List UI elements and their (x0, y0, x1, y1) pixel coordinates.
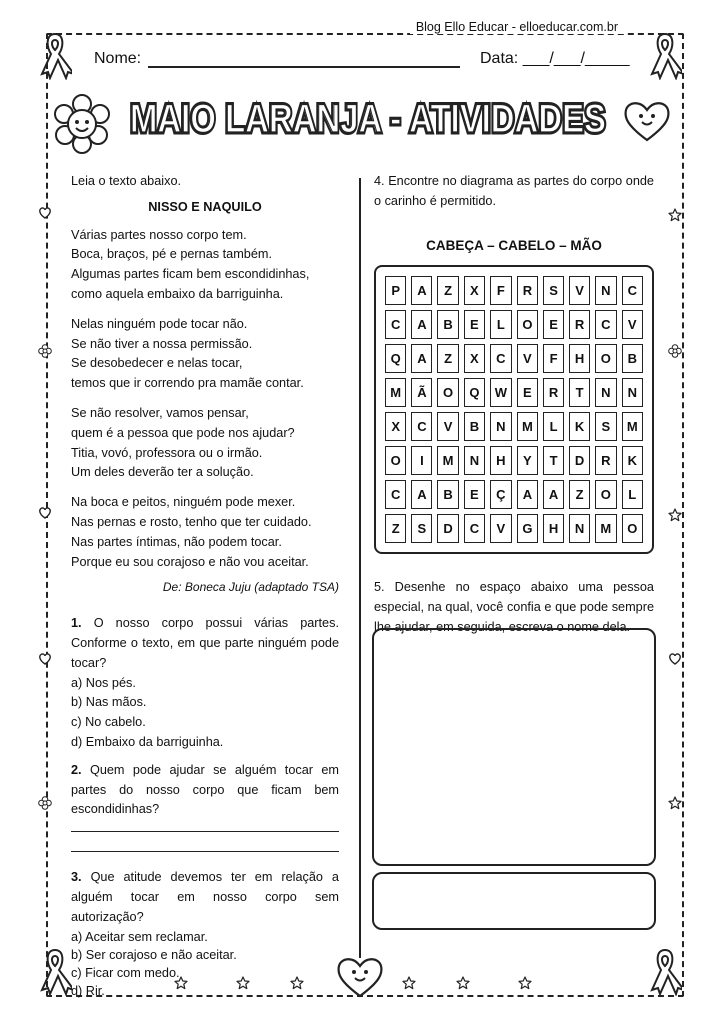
date-field[interactable]: Data: ___/___/_____ (480, 50, 630, 67)
left-column (71, 172, 339, 1000)
grid-cell[interactable]: A (411, 310, 432, 339)
smiling-heart-icon (622, 98, 672, 144)
grid-cell[interactable]: G (517, 514, 538, 543)
grid-cell[interactable]: O (517, 310, 538, 339)
option[interactable]: d) Embaixo da barriguinha. (71, 734, 224, 749)
grid-cell[interactable]: X (464, 344, 485, 373)
awareness-ribbon-icon (648, 944, 682, 996)
poem-line: como aquela embaixo da barriguinha. (71, 286, 284, 301)
question-2 (71, 761, 339, 852)
grid-cell[interactable]: N (622, 378, 643, 407)
awareness-ribbon-icon (38, 944, 72, 996)
poem-line: Boca, braços, pé e pernas também. (71, 247, 272, 262)
option[interactable]: a) Nos pés. (71, 675, 136, 690)
grid-cell[interactable]: X (385, 412, 406, 441)
grid-row (385, 412, 643, 441)
grid-row (385, 276, 643, 305)
grid-cell[interactable]: Z (437, 344, 458, 373)
grid-cell[interactable]: M (385, 378, 406, 407)
grid-cell[interactable]: A (411, 480, 432, 509)
poem-line: Se não tiver a nossa permissão. (71, 336, 253, 351)
grid-cell[interactable]: E (543, 310, 564, 339)
poem-line: Nas partes íntimas, não podem tocar. (71, 534, 282, 549)
question-1 (71, 614, 339, 753)
grid-cell[interactable]: O (437, 378, 458, 407)
grid-cell[interactable]: X (464, 276, 485, 305)
awareness-ribbon-icon (648, 28, 682, 80)
grid-cell[interactable]: R (595, 446, 616, 475)
poem-line: quem é a pessoa que pode nos ajudar? (71, 425, 295, 440)
heart-icon (38, 652, 52, 666)
grid-cell[interactable]: Q (385, 344, 406, 373)
poem-title: NISSO E NAQUILO (148, 199, 262, 214)
grid-cell[interactable]: K (622, 446, 643, 475)
drawing-area[interactable] (372, 628, 656, 866)
poem-line: Nas pernas e rosto, tenho que ter cuidado. (71, 514, 312, 529)
grid-cell[interactable]: I (411, 446, 432, 475)
grid-cell[interactable]: M (437, 446, 458, 475)
grid-cell[interactable]: F (543, 344, 564, 373)
grid-cell[interactable]: H (490, 446, 512, 475)
page-title (126, 86, 610, 150)
grid-cell[interactable]: D (437, 514, 458, 543)
question-2-text: 2. Quem pode ajudar se alguém tocar em partes do nosso corpo que ficam bem escondidinhas? (71, 762, 339, 817)
poem-line: Titia, vovó, professora ou o irmão. (71, 445, 263, 460)
flower-icon (668, 344, 682, 358)
right-column (374, 172, 654, 638)
site-credit: Blog Ello Educar - elloeducar.com.br (410, 20, 624, 34)
option[interactable]: b) Nas mãos. (71, 695, 147, 710)
grid-cell[interactable]: B (437, 480, 458, 509)
grid-cell[interactable]: R (569, 310, 590, 339)
option[interactable]: c) Ficar com medo. (71, 965, 180, 980)
poem-line: temos que ir correndo pra mamãe contar. (71, 376, 304, 391)
grid-cell[interactable]: C (385, 310, 406, 339)
grid-cell[interactable]: Z (385, 514, 406, 543)
heart-icon (38, 206, 52, 220)
grid-row (385, 514, 643, 543)
star-icon (668, 796, 682, 810)
grid-cell[interactable]: W (490, 378, 512, 407)
grid-cell[interactable]: E (464, 310, 485, 339)
flower-icon (38, 796, 52, 810)
grid-cell[interactable]: O (385, 446, 406, 475)
poem-stanza (71, 493, 339, 572)
grid-cell[interactable]: N (595, 276, 616, 305)
grid-cell[interactable]: A (411, 276, 432, 305)
grid-cell[interactable]: Y (517, 446, 538, 475)
grid-cell[interactable]: P (385, 276, 406, 305)
poem-line: Nelas ninguém pode tocar não. (71, 316, 248, 331)
grid-cell[interactable]: N (490, 412, 512, 441)
grid-cell[interactable]: K (569, 412, 590, 441)
awareness-ribbon-icon (38, 28, 72, 80)
grid-cell[interactable]: L (543, 412, 564, 441)
grid-cell[interactable]: V (490, 514, 512, 543)
grid-cell[interactable]: M (517, 412, 538, 441)
poem-line: Várias partes nosso corpo tem. (71, 227, 247, 242)
name-field[interactable] (148, 66, 460, 68)
star-icon (668, 508, 682, 522)
grid-cell[interactable]: A (411, 344, 432, 373)
poem-stanza (71, 315, 339, 394)
grid-cell[interactable]: M (622, 412, 643, 441)
grid-cell[interactable]: B (464, 412, 485, 441)
question-3 (71, 868, 339, 999)
grid-cell[interactable]: E (464, 480, 485, 509)
grid-cell[interactable]: S (411, 514, 432, 543)
star-icon (668, 208, 682, 222)
word-search-grid (374, 265, 654, 554)
grid-cell[interactable]: Z (437, 276, 458, 305)
grid-cell[interactable]: C (385, 480, 406, 509)
star-icon (456, 976, 470, 990)
grid-row (385, 310, 643, 339)
grid-cell[interactable]: N (464, 446, 485, 475)
grid-cell[interactable]: R (543, 378, 564, 407)
grid-cell[interactable]: Ã (411, 378, 432, 407)
grid-cell[interactable]: O (595, 480, 616, 509)
word-search-table (380, 271, 648, 548)
star-icon (402, 976, 416, 990)
option[interactable]: b) Ser corajoso e não aceitar. (71, 947, 237, 962)
poem-line: Um deles deverão ter a solução. (71, 465, 254, 480)
grid-cell[interactable]: O (595, 344, 616, 373)
grid-cell[interactable]: C (464, 514, 485, 543)
poem-source: De: Boneca Juju (adaptado TSA) (162, 580, 339, 595)
grid-cell[interactable]: Q (464, 378, 485, 407)
grid-row (385, 378, 643, 407)
grid-cell[interactable]: V (517, 344, 538, 373)
heart-icon (668, 652, 682, 666)
flower-icon (38, 344, 52, 358)
word-list: CABEÇA – CABELO – MÃO (426, 237, 602, 253)
name-label: Nome: (94, 50, 142, 67)
reading-instruction: Leia o texto abaixo. (71, 174, 182, 188)
poem-line: Na boca e peitos, ninguém pode mexer. (71, 495, 296, 510)
grid-cell[interactable]: Z (569, 480, 590, 509)
question-3-text: 3. Que atitude devemos ter em relação a alguém tocar em nosso corpo sem autorização? (71, 870, 339, 924)
grid-row (385, 344, 643, 373)
grid-cell[interactable]: C (411, 412, 432, 441)
grid-cell[interactable]: H (543, 514, 564, 543)
grid-cell[interactable]: V (622, 310, 643, 339)
grid-cell[interactable]: L (622, 480, 643, 509)
grid-cell[interactable]: R (517, 276, 538, 305)
grid-cell[interactable]: M (595, 514, 616, 543)
poem-stanza (71, 226, 339, 305)
grid-cell[interactable]: B (622, 344, 643, 373)
grid-cell[interactable]: O (622, 514, 643, 543)
grid-cell[interactable]: V (569, 276, 590, 305)
option[interactable]: a) Aceitar sem reclamar. (71, 929, 208, 944)
grid-cell[interactable]: S (543, 276, 564, 305)
option[interactable]: d) Rir. (71, 983, 105, 998)
grid-cell[interactable]: C (595, 310, 616, 339)
grid-cell[interactable]: T (543, 446, 564, 475)
grid-cell[interactable]: C (622, 276, 643, 305)
poem-line: Porque eu sou corajoso e não vou aceitar. (71, 554, 309, 569)
question-1-text: 1. O nosso corpo possui várias partes. Conforme o texto, em que parte ninguém pode tocar? (71, 616, 339, 670)
grid-cell[interactable]: E (517, 378, 538, 407)
smiling-heart-icon (334, 954, 386, 1000)
grid-cell[interactable]: F (490, 276, 512, 305)
grid-cell[interactable]: B (437, 310, 458, 339)
grid-cell[interactable]: L (490, 310, 512, 339)
question-4-text: 4. Encontre no diagrama as partes do corpo onde o carinho é permitido. (374, 174, 654, 208)
grid-cell[interactable]: C (490, 344, 512, 373)
question-5-text: 5. Desenhe no espaço abaixo uma pessoa especial, na qual, você confia e que pode sempre lhe ajudar, em seguida, escreva o nome dela. (374, 580, 654, 634)
grid-cell[interactable]: V (437, 412, 458, 441)
poem-line: Algumas partes ficam bem escondidinhas, (71, 267, 310, 282)
answer-line[interactable] (71, 850, 339, 852)
grid-cell[interactable]: A (517, 480, 538, 509)
heart-icon (38, 506, 52, 520)
answer-line[interactable] (71, 830, 339, 832)
poem-line: Se desobedecer e nelas tocar, (71, 356, 243, 371)
grid-row (385, 480, 643, 509)
star-icon (518, 976, 532, 990)
column-divider (359, 178, 361, 958)
grid-cell[interactable]: T (569, 378, 590, 407)
name-answer-box[interactable] (372, 872, 656, 930)
page-title-outline: MAIO LARANJA - ATIVIDADES (130, 97, 606, 141)
grid-cell[interactable]: N (595, 378, 616, 407)
poem-line: Se não resolver, vamos pensar, (71, 405, 249, 420)
smiling-flower-icon (52, 94, 112, 154)
grid-cell[interactable]: S (595, 412, 616, 441)
grid-cell[interactable]: H (569, 344, 590, 373)
grid-cell[interactable]: N (569, 514, 590, 543)
grid-cell[interactable]: A (543, 480, 564, 509)
grid-cell[interactable]: D (569, 446, 590, 475)
grid-row (385, 446, 643, 475)
poem-stanza (71, 404, 339, 483)
option[interactable]: c) No cabelo. (71, 715, 146, 730)
page-title-text: MAIO LARANJA - ATIVIDADES (130, 97, 606, 141)
grid-cell[interactable]: Ç (490, 480, 512, 509)
